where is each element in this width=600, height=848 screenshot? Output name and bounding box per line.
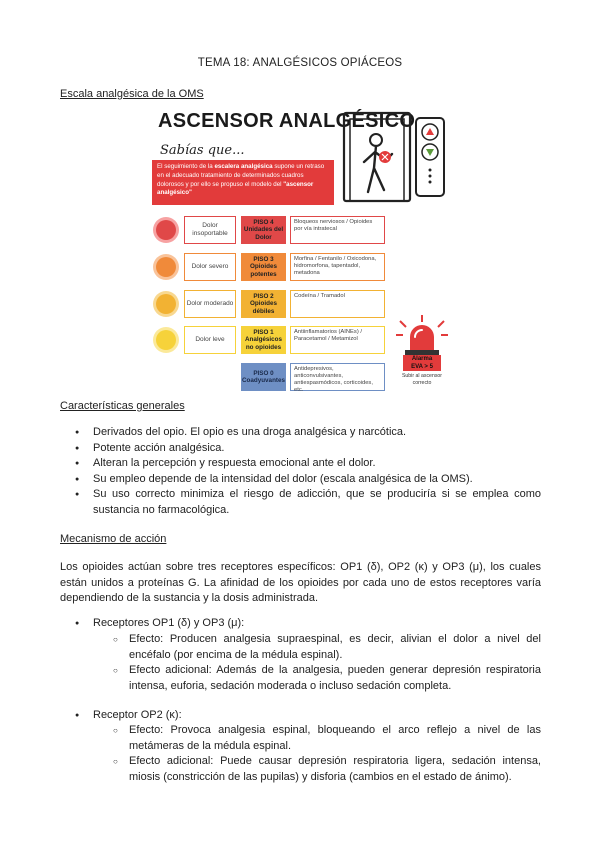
infographic-title: ASCENSOR ANALGÉSICO [158,110,416,132]
list-item: ● Su empleo depende de la intensidad del dolor (escala analgésica de la OMS). [71,472,541,488]
list-item: ● Alteran la percepción y respuesta emocional ante el dolor. [71,456,541,472]
level-3-label: Dolor severo [184,253,236,281]
list-item: ● Derivados del opio. El opio es una droga analgésica y narcótica. [71,425,541,441]
alarm-text: Subir al ascensor correcto [401,373,443,386]
receptor-1-effects [111,632,541,694]
level-3-desc: Morfina / Fentanilo / Oxicodona, hidromorfona, tapentadol, metadona [290,253,385,281]
level-1-piso [241,326,286,354]
level-2-label: Dolor moderado [184,290,236,318]
piso-1-name: Analgésicos no opioides [244,336,283,351]
piso-4-name: Unidades del Dolor [243,226,284,241]
receptor-op1-op3: ● Receptores OP1 (δ) y OP3 (μ): [71,616,541,632]
piso-3-number: PISO 3 [253,255,274,263]
mecanismo-intro: Los opioides actúan sobre tres receptores específicos: OP1 (δ), OP2 (κ) y OP3 (μ), los cuales están unidos a proteínas G. La afinidad de los opioides por cada uno de estos receptores varía dependiendo de la sustancia y la dosis administrada. [60,561,541,604]
note-bold-2: "ascensor analgésico" [157,180,314,197]
level-3-circle [156,257,176,277]
piso-0-name: Coadyuvantes [241,377,286,384]
level-2-circle [156,294,176,314]
level-4-circle [156,220,176,240]
alarm-badge [403,355,441,371]
page-title: TEMA 18: ANALGÉSICOS OPIÁCEOS [197,57,403,69]
level-4-desc: Bloqueos nerviosos / Opioides por vía intratecal [290,216,385,244]
piso-4-number: PISO 4 [253,218,274,226]
piso-1-number: PISO 1 [253,328,274,336]
list-item: ○ Efecto adicional: Puede causar depresión respiratoria ligera, sedación intensa, miosis (constricción de las pupilas) y disforia (cambios en el estado de ánimo). [111,754,541,785]
note-bold-1: escalera analgésica [214,163,273,170]
level-2-piso [241,290,286,318]
level-4-label: Dolor insoportable [184,216,236,244]
elevator-icon [342,110,447,205]
caracteristicas-list [71,425,541,518]
note-text-2: supone un retraso en el adecuado tratamiento de determinados cuadros dolorosos y por ello se propuso el modelo del [157,163,325,188]
alarm-eva: EVA > 5 [411,363,433,370]
level-2-desc: Codeína / Tramadol [290,290,385,318]
list-item: ○ Efecto: Producen analgesia supraespinal, es decir, alivian el dolor a nivel del encéfalo (por encima de la médula espinal). [111,632,541,663]
section-heading-oms: Escala analgésica de la OMS [60,88,204,100]
level-0-desc: Antidepresivos, anticonvulsivantes, antiespasmódicos, corticoides, etc. [290,363,385,391]
alarm-block [394,315,450,387]
receptor-2-effects [111,723,541,785]
receptor-list-2 [71,708,541,724]
piso-2-name: Opioides débiles [250,300,277,315]
piso-2-number: PISO 2 [253,292,274,300]
infographic-note [152,160,334,205]
infographic-subtitle: Sabías que... [160,143,245,158]
level-3-piso [241,253,286,281]
alarm-label: Alarma [411,356,433,362]
section-heading-caracteristicas: Características generales [60,400,185,412]
ascensor-analgesico-infographic [152,110,450,398]
list-item: ● Potente acción analgésica. [71,441,541,457]
level-0-piso [241,363,286,391]
piso-0-number: PISO 0 [253,369,274,377]
note-text-1: El seguimiento de la [157,163,215,170]
level-1-circle [156,330,176,350]
siren-icon [394,315,450,355]
list-item: ● Su uso correcto minimiza el riesgo de adicción, que se produciría si se emplea como sustancia no farmacológica. [71,487,541,518]
receptor-list-1 [71,616,541,632]
list-item: ○ Efecto adicional: Además de la analgesia, pueden generar depresión respiratoria intensa, euforia, sedación moderada o incluso sedación completa. [111,663,541,694]
piso-3-name: Opioides potentes [250,263,277,278]
receptor-op2: ● Receptor OP2 (κ): [71,708,541,724]
section-heading-mecanismo: Mecanismo de acción [60,533,167,545]
level-1-desc: Antiinflamatorios (AINEs) / Paracetamol / Metamizol [290,326,385,354]
list-item: ○ Efecto: Provoca analgesia espinal, bloqueando el arco reflejo a nivel de las metámeras de la médula espinal. [111,723,541,754]
level-1-label: Dolor leve [184,326,236,354]
level-4-piso [241,216,286,244]
